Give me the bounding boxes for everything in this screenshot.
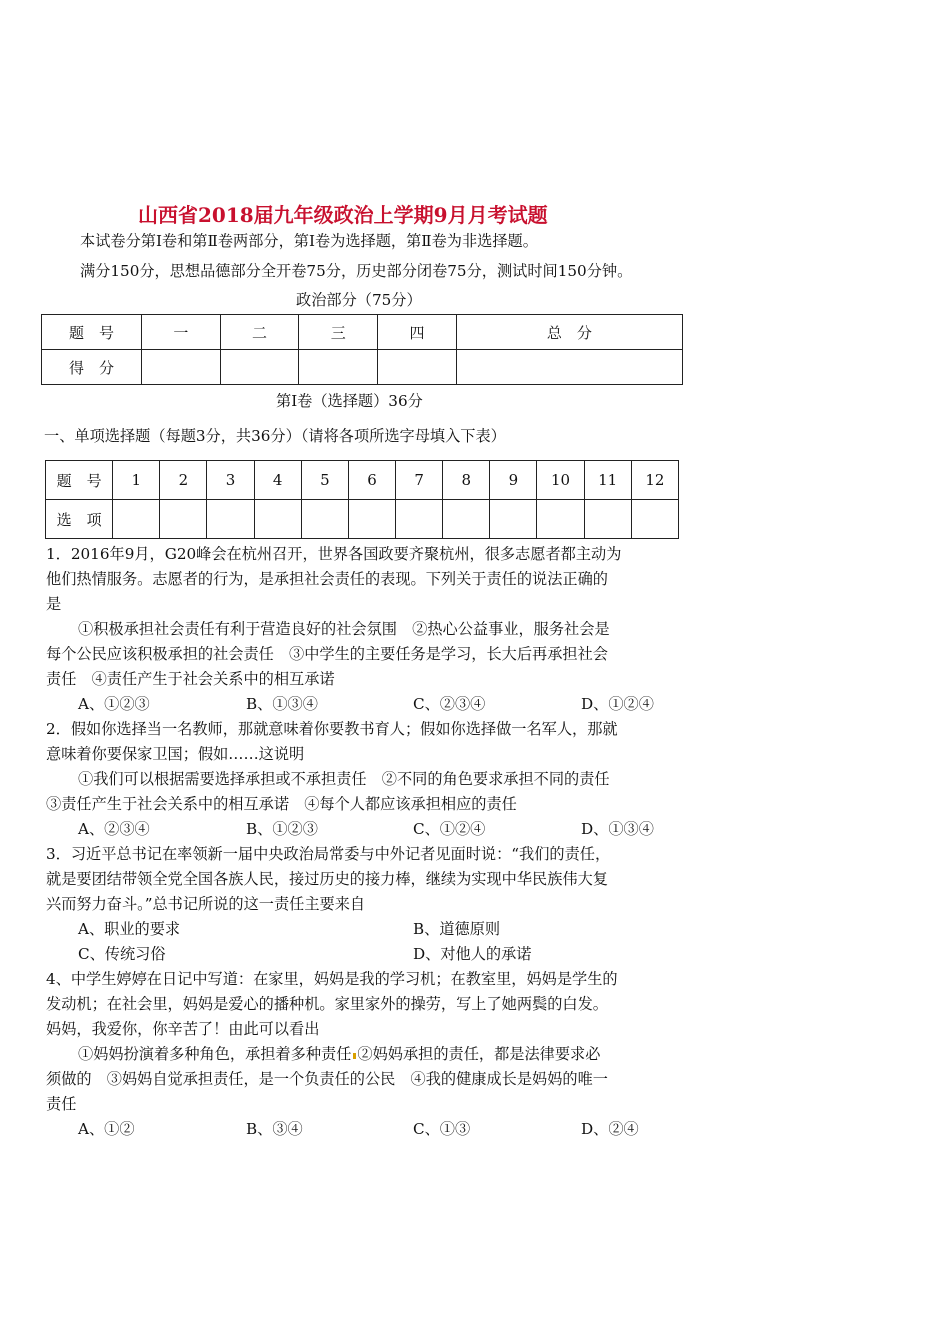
q2-option-b[interactable]: B、①②③ [246, 820, 318, 838]
q1-option-d[interactable]: D、①②④ [581, 695, 654, 713]
answer-input-cell[interactable] [443, 500, 490, 539]
answer-input-cell[interactable] [113, 500, 160, 539]
part1-instructions: 一、单项选择题（每题3分，共36分）（请将各项所选字母填入下表） [44, 427, 506, 445]
q4-stem-line: 妈妈，我爱你，你辛苦了！由此可以看出 [46, 1020, 320, 1038]
q4-option-a[interactable]: A、①② [78, 1120, 135, 1138]
q1-option-a[interactable]: A、①②③ [78, 695, 150, 713]
score-table-header-row [42, 315, 683, 350]
answer-input-cell[interactable] [537, 500, 584, 539]
q2-option-d[interactable]: D、①③④ [581, 820, 654, 838]
q2-option-a[interactable]: A、②③④ [78, 820, 150, 838]
question-number: 3 [207, 461, 254, 500]
q4-option-c[interactable]: C、①③ [413, 1120, 471, 1138]
answer-header-label: 题 号 [46, 461, 113, 500]
question-number: 6 [348, 461, 395, 500]
q2-option-c[interactable]: C、①②④ [413, 820, 486, 838]
answer-input-cell[interactable] [301, 500, 348, 539]
score-row-label: 得 分 [42, 350, 142, 385]
score-header-cell: 总 分 [456, 315, 682, 350]
q1-stem-line: 是 [46, 595, 62, 613]
score-header-cell: 一 [142, 315, 221, 350]
answer-input-cell[interactable] [254, 500, 301, 539]
section-heading: 政治部分（75分） [296, 291, 422, 309]
score-input-cell[interactable] [142, 350, 221, 385]
q2-stem-line: 2．假如你选择当一名教师，那就意味着你要教书育人；假如你选择做一名军人，那就 [46, 720, 618, 738]
question-number: 11 [584, 461, 631, 500]
question-number: 4 [254, 461, 301, 500]
question-number: 2 [160, 461, 207, 500]
answer-input-cell[interactable] [396, 500, 443, 539]
score-input-cell[interactable] [220, 350, 299, 385]
q4-stem-line: 发动机；在社会里，妈妈是爱心的播种机。家里家外的操劳，写上了她两鬓的白发。 [46, 995, 608, 1013]
q4-item-part-a: ①妈妈扮演着多种角色，承担着多种责任 [78, 1045, 352, 1063]
q4-option-d[interactable]: D、②④ [581, 1120, 639, 1138]
question-number: 10 [537, 461, 584, 500]
intro-line-2: 满分150分，思想品德部分全开卷75分，历史部分闭卷75分，测试时间150分钟。 [80, 262, 633, 280]
q3-option-c[interactable]: C、传统习俗 [78, 945, 166, 963]
score-header-cell: 二 [220, 315, 299, 350]
q3-stem-line: 兴而努力奋斗。”总书记所说的这一责任主要来自 [46, 895, 366, 913]
q4-item-line [78, 1042, 600, 1067]
q1-stem-line: 他们热情服务。志愿者的行为，是承担社会责任的表现。下列关于责任的说法正确的 [46, 570, 608, 588]
q4-stem-line: 4、中学生婷婷在日记中写道：在家里，妈妈是我的学习机；在教室里，妈妈是学生的 [46, 970, 618, 988]
score-header-cell: 题 号 [42, 315, 142, 350]
q4-option-b[interactable]: B、③④ [246, 1120, 303, 1138]
answer-input-cell[interactable] [207, 500, 254, 539]
intro-line-1: 本试卷分第Ⅰ卷和第Ⅱ卷两部分，第Ⅰ卷为选择题，第Ⅱ卷为非选择题。 [80, 232, 538, 250]
q2-item-line: ①我们可以根据需要选择承担或不承担责任 ②不同的角色要求承担不同的责任 [78, 770, 610, 788]
answer-input-cell[interactable] [631, 500, 678, 539]
q2-item-line: ③责任产生于社会关系中的相互承诺 ④每个人都应该承担相应的责任 [46, 795, 517, 813]
score-input-cell[interactable] [456, 350, 682, 385]
score-input-cell[interactable] [378, 350, 457, 385]
q4-item-line: 责任 [46, 1095, 77, 1113]
question-number: 5 [301, 461, 348, 500]
score-table-score-row [42, 350, 683, 385]
q4-item-line: 须做的 ③妈妈自觉承担责任，是一个负责任的公民 ④我的健康成长是妈妈的唯一 [46, 1070, 608, 1088]
part1-heading: 第Ⅰ卷（选择题）36分 [276, 392, 423, 410]
q3-stem-line: 3．习近平总书记在率领新一届中央政治局常委与中外记者见面时说：“我们的责任， [46, 845, 611, 863]
question-number: 8 [443, 461, 490, 500]
answer-table-option-row [46, 500, 679, 539]
q1-item-line: 责任 ④责任产生于社会关系中的相互承诺 [46, 670, 335, 688]
q3-option-b[interactable]: B、道德原则 [413, 920, 501, 938]
answer-input-cell[interactable] [160, 500, 207, 539]
score-header-cell: 三 [299, 315, 378, 350]
score-input-cell[interactable] [299, 350, 378, 385]
q1-stem-line: 1．2016年9月，G20峰会在杭州召开，世界各国政要齐聚杭州，很多志愿者都主动为 [46, 545, 622, 563]
q1-item-line: ①积极承担社会责任有利于营造良好的社会氛围 ②热心公益事业，服务社会是 [78, 620, 610, 638]
q1-item-line: 每个公民应该积极承担的社会责任 ③中学生的主要任务是学习，长大后再承担社会 [46, 645, 608, 663]
q3-option-a[interactable]: A、职业的要求 [78, 920, 181, 938]
answer-table [45, 460, 679, 539]
q2-stem-line: 意味着你要保家卫国；假如……这说明 [46, 745, 305, 763]
answer-input-cell[interactable] [490, 500, 537, 539]
q3-stem-line: 就是要团结带领全党全国各族人民，接过历史的接力棒，继续为实现中华民族伟大复 [46, 870, 608, 888]
q4-item-part-b: ②妈妈承担的责任，都是法律要求必 [357, 1045, 601, 1063]
question-number: 7 [396, 461, 443, 500]
stray-mark-icon [353, 1053, 356, 1059]
question-number: 12 [631, 461, 678, 500]
answer-input-cell[interactable] [584, 500, 631, 539]
q1-option-b[interactable]: B、①③④ [246, 695, 318, 713]
q1-option-c[interactable]: C、②③④ [413, 695, 486, 713]
score-header-cell: 四 [378, 315, 457, 350]
score-table [41, 314, 683, 385]
answer-input-cell[interactable] [348, 500, 395, 539]
answer-row-label: 选 项 [46, 500, 113, 539]
answer-table-number-row [46, 461, 679, 500]
q3-option-d[interactable]: D、对他人的承诺 [413, 945, 532, 963]
question-number: 9 [490, 461, 537, 500]
question-number: 1 [113, 461, 160, 500]
